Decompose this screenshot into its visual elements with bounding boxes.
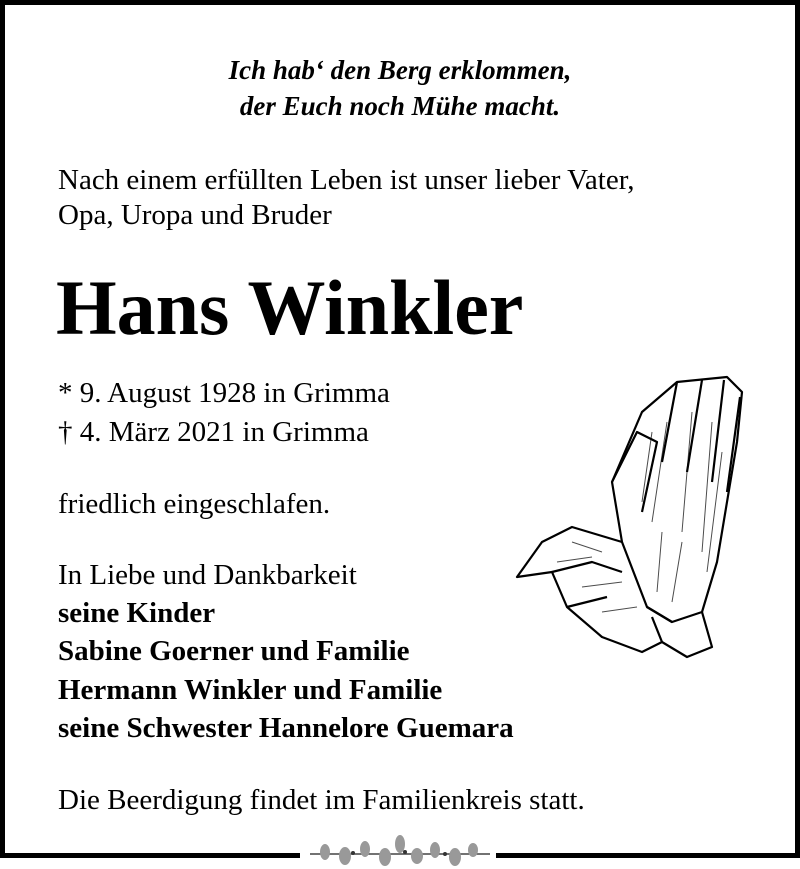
quote-line: der Euch noch Mühe macht. <box>239 91 561 121</box>
quote-line: Ich hab‘ den Berg erklommen, <box>228 55 572 85</box>
closing-text: In Liebe und Dankbarkeit <box>58 559 357 591</box>
deceased-name: Hans Winkler <box>56 264 524 351</box>
funeral-note: Die Beerdigung findet im Familienkreis statt. <box>58 784 585 816</box>
mourner-line: seine Schwester Hannelore Guemara <box>58 712 514 744</box>
mourner-line: Hermann Winkler und Familie <box>58 674 443 706</box>
mourner-line: seine Kinder <box>58 597 216 629</box>
mourner-line: Sabine Goerner und Familie <box>58 635 410 667</box>
intro-line: Nach einem erfüllten Leben ist unser lieber Vater, <box>58 164 635 196</box>
praying-hands-icon <box>512 372 752 662</box>
death-date: † 4. März 2021 in Grimma <box>58 416 369 448</box>
birth-date: * 9. August 1928 in Grimma <box>58 377 390 409</box>
intro-line: Opa, Uropa und Bruder <box>58 199 332 231</box>
floral-ornament-icon <box>305 832 495 868</box>
status-text: friedlich eingeschlafen. <box>58 488 331 520</box>
